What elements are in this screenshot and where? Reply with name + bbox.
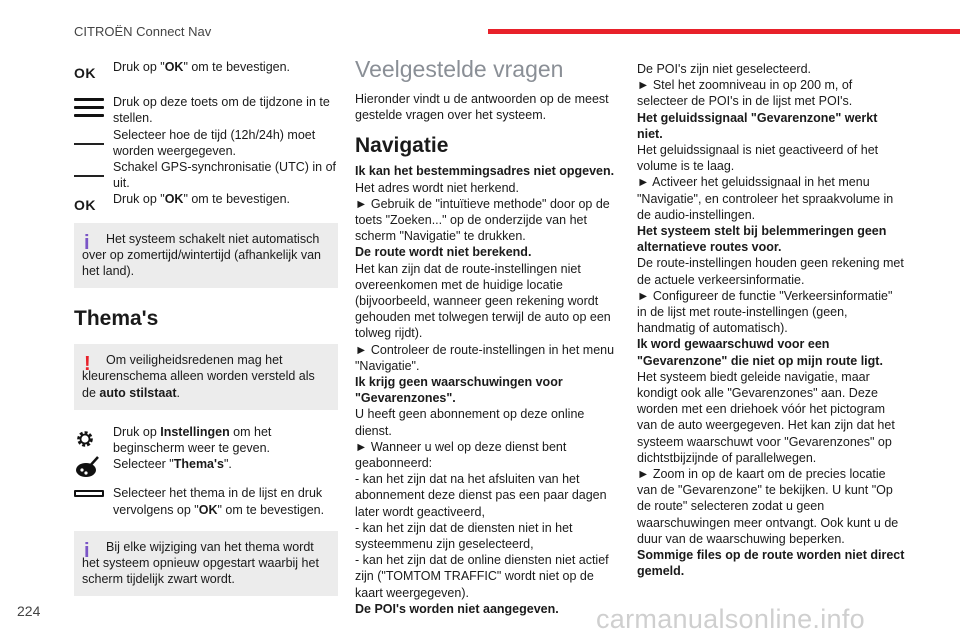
step-themes bbox=[74, 456, 339, 472]
step-settings bbox=[74, 424, 339, 456]
warning-note bbox=[74, 344, 338, 410]
question: Ik word gewaarschuwd voor een "Gevarenzone" die niet op mijn route ligt. bbox=[637, 337, 883, 368]
note-text: Bij elke wijziging van het thema wordt het systeem opnieuw opgestart waarbij het scherm tijdelijk zwart wordt. bbox=[82, 539, 319, 587]
info-icon: i bbox=[84, 539, 90, 562]
intro-text: Hieronder vindt u de antwoorden op de meest gestelde vragen over het systeem. bbox=[355, 92, 609, 123]
answer: ► Stel het zoomniveau in op 200 m, of selecteer de POI's in de lijst met POI's. bbox=[637, 78, 853, 109]
question: De route wordt niet berekend. bbox=[355, 245, 532, 260]
answer: U heeft geen abonnement op deze online dienst. bbox=[355, 407, 585, 438]
warning-icon: ! bbox=[84, 353, 91, 376]
step-text: Druk op deze toets om de tijdzone in te stellen. bbox=[113, 95, 330, 126]
step-text: Schakel GPS-synchronisatie (UTC) in of uit. bbox=[113, 160, 336, 191]
answer: ► Zoom in op de kaart om de precies locatie van de "Gevarenzone" te bekijken. U kunt "Op de route" selecteren zodat u geen waarschuwingen meer ontvangt. Ook kunt u de duur van de waarschuwing beperken. bbox=[637, 467, 899, 546]
answer: - kan het zijn dat na het afsluiten van het abonnement deze dienst pas een paar dagen later wordt geactiveerd, bbox=[355, 472, 607, 519]
palette-icon bbox=[74, 456, 100, 482]
step-gps-sync bbox=[74, 159, 339, 191]
answer: ► Configureer de functie "Verkeersinformatie" in de lijst met route-instellingen (geen, handmatig of automatisch). bbox=[637, 288, 893, 336]
step-text: Selecteer het thema in de lijst en druk vervolgens op "OK" om te bevestigen. bbox=[113, 486, 325, 517]
question: Sommige files op de route worden niet direct gemeld. bbox=[637, 548, 905, 579]
step-text: Druk op Instellingen om het beginscherm weer te geven. bbox=[113, 424, 272, 456]
answer: Het systeem biedt geleide navigatie, maar kondigt ook alle "Gevarenzones" aan. Deze worden met een driehoek vóór het pictogram van de auto weergegeven. Het kan zijn dat het systeem waarschuwt voor "Gevarenzones" op dichtstbijzijnde of parallelwegen. bbox=[637, 369, 895, 465]
header-accent-bar bbox=[488, 29, 960, 34]
question: De POI's worden niet aangegeven. bbox=[355, 601, 559, 616]
ok-icon: OK bbox=[74, 65, 96, 81]
step-select-theme bbox=[74, 485, 339, 517]
faq-list bbox=[355, 163, 623, 617]
page-number: 224 bbox=[17, 603, 41, 619]
dash-icon bbox=[74, 143, 104, 145]
note-text: Het systeem schakelt niet automatisch over op zomertijd/wintertijd (afhankelijk van het land). bbox=[82, 231, 321, 279]
step-confirm bbox=[74, 59, 339, 81]
answer: Het geluidssignaal is niet geactiveerd of het volume is te laag. bbox=[637, 143, 879, 174]
step-timezone bbox=[74, 94, 339, 126]
question: Ik kan het bestemmingsadres niet opgeven. bbox=[355, 164, 615, 179]
info-icon: i bbox=[84, 231, 90, 254]
bar-icon bbox=[74, 490, 104, 497]
question: Het systeem stelt bij belemmeringen geen alternatieve routes voor. bbox=[637, 224, 887, 255]
step-time-format bbox=[74, 127, 339, 159]
watermark: carmanualsonline.info bbox=[596, 604, 865, 634]
dash-icon bbox=[74, 175, 104, 177]
page-heading: Veelgestelde vragen bbox=[355, 56, 564, 82]
step-text: Druk op "OK" om te bevestigen. bbox=[113, 192, 291, 207]
gear-icon bbox=[74, 428, 96, 454]
answer: ► Controleer de route-instellingen in het menu "Navigatie". bbox=[355, 342, 615, 373]
answer: ► Gebruik de "intuïtieve methode" door op de toets "Zoeken..." op de onderzijde van het scherm "Navigatie" te drukken. bbox=[355, 196, 610, 244]
answer: ► Activeer het geluidssignaal in het menu "Navigatie", en controleer het spraakvolume in de audio-instellingen. bbox=[637, 175, 894, 222]
answer: De POI's zijn niet geselecteerd. bbox=[637, 62, 811, 76]
column-middle bbox=[355, 55, 623, 617]
answer: ► Wanneer u wel op deze dienst bent geabonneerd: bbox=[355, 439, 567, 471]
info-note bbox=[74, 223, 338, 289]
ok-icon: OK bbox=[74, 197, 96, 214]
section-title-themes: Thema's bbox=[74, 307, 159, 331]
section-title-navigation: Navigatie bbox=[355, 134, 449, 158]
answer: - kan het zijn dat de diensten niet in het systeemmenu zijn geselecteerd, bbox=[355, 520, 573, 552]
column-left bbox=[74, 55, 339, 596]
step-text: Selecteer hoe de tijd (12h/24h) moet worden weergegeven. bbox=[113, 127, 316, 158]
column-right bbox=[637, 61, 905, 580]
info-note-2 bbox=[74, 531, 338, 597]
question: Het geluidssignaal "Gevarenzone" werkt niet. bbox=[637, 110, 878, 141]
answer: Het adres wordt niet herkend. bbox=[355, 180, 519, 195]
answer: Het kan zijn dat de route-instellingen niet overeenkomen met de huidige locatie (bijvoorbeeld, wanneer geen rekening wordt gehouden met tolwegen terwijl de auto op een tolweg rijdt). bbox=[355, 261, 611, 341]
step-text: Druk op "OK" om te bevestigen. bbox=[113, 60, 291, 74]
question: Ik krijg geen waarschuwingen voor "Gevarenzones". bbox=[355, 375, 563, 406]
step-text: Selecteer "Thema's". bbox=[113, 457, 232, 472]
menu-icon bbox=[74, 98, 104, 118]
answer: - kan het zijn dat de online diensten niet actief zijn ("TOMTOM TRAFFIC" wordt niet op de kaart weergegeven). bbox=[355, 553, 609, 600]
step-confirm-2 bbox=[74, 191, 339, 214]
note-text: Om veiligheidsredenen mag het kleurenschema alleen worden versteld als de auto stilstaat. bbox=[82, 353, 315, 400]
answer: De route-instellingen houden geen rekening met de actuele verkeersinformatie. bbox=[637, 256, 904, 287]
header-title: CITROËN Connect Nav bbox=[74, 24, 212, 39]
